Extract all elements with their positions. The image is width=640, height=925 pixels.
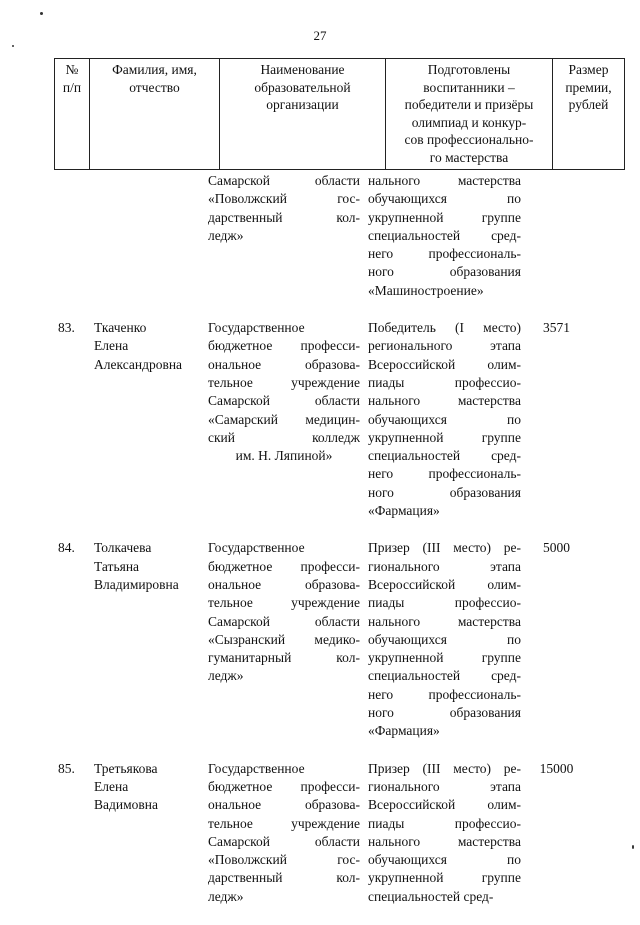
prep-line: Всероссийской олим- (368, 356, 521, 372)
org-cell (205, 539, 364, 740)
prep-line: Призер (III место) ре- (368, 760, 521, 776)
name-line: Елена (94, 338, 129, 354)
header-prize: Размер премии, рублей (553, 59, 625, 170)
prep-line: обучающихся по (368, 191, 521, 207)
header-prep: Подготовлены воспитанники – победители и призёры олимпиад и конкур- сов профессионально- го мастерства (386, 59, 553, 170)
org-line: ональное образова- (208, 576, 360, 592)
org-line: дарственный кол- (208, 209, 360, 225)
org-line: тельное учреждение (208, 374, 360, 390)
prep-line: «Фармация» (368, 723, 440, 739)
prep-line: специальностей сред- (368, 888, 494, 904)
prep-line: «Машиностроение» (368, 282, 484, 298)
table-row-continuation (54, 172, 589, 300)
prep-line: Всероссийской олим- (368, 576, 521, 592)
prep-line: ного образования (368, 484, 521, 500)
prep-line: специальностей сред- (368, 227, 521, 243)
org-cell (205, 172, 364, 300)
header-org: Наименование образовательной организации (220, 59, 386, 170)
prep-line: нального мастерства (368, 833, 521, 849)
prep-line: укрупненной группе (368, 429, 521, 445)
row-number: 84. (58, 540, 75, 556)
person-name (82, 319, 205, 520)
name-line: Елена (94, 778, 129, 794)
page-number: 27 (313, 28, 327, 43)
prep-line: гионального этапа (368, 558, 521, 574)
prep-cell (364, 172, 524, 300)
person-name (82, 760, 205, 906)
prep-cell (364, 539, 524, 740)
name-line: Ткаченко (94, 320, 147, 336)
org-line: Самарской области (208, 173, 360, 188)
name-line: Владимировна (94, 576, 179, 592)
org-line: ледж» (208, 888, 244, 904)
prep-line: обучающихся по (368, 852, 521, 868)
org-line: тельное учреждение (208, 815, 360, 831)
prep-line: него профессиональ- (368, 686, 521, 702)
prize-amount: 5000 (543, 540, 570, 556)
scan-speck (40, 12, 43, 15)
row-number: 83. (58, 320, 75, 336)
org-line: Самарской области (208, 833, 360, 849)
org-line: Самарской области (208, 393, 360, 409)
org-line: дарственный кол- (208, 870, 360, 886)
scan-speck (632, 845, 634, 849)
prize-amount: 3571 (543, 320, 570, 336)
org-line: бюджетное професси- (208, 338, 360, 354)
person-name (82, 539, 205, 740)
prep-line: регионального этапа (368, 338, 521, 354)
prep-line: нального мастерства (368, 173, 521, 188)
org-line: бюджетное професси- (208, 558, 360, 574)
prep-line: пиады профессио- (368, 815, 521, 831)
org-line: Государственное (208, 320, 305, 336)
org-line: ледж» (208, 227, 244, 243)
table-row (54, 539, 589, 740)
prep-line: обучающихся по (368, 411, 521, 427)
name-line: Третьякова (94, 760, 158, 776)
prep-line: пиады профессио- (368, 374, 521, 390)
prep-line: ного образования (368, 264, 521, 280)
table-row (54, 319, 589, 520)
name-line: Толкачева (94, 540, 152, 556)
prep-line: Победитель (I место) (368, 320, 521, 336)
prep-line: специальностей сред- (368, 448, 521, 464)
prep-line: гионального этапа (368, 778, 521, 794)
org-line: «Поволжский гос- (208, 191, 360, 207)
row-number: 85. (58, 760, 75, 776)
org-line: Государственное (208, 760, 305, 776)
header-name: Фамилия, имя, отчество (90, 59, 220, 170)
name-line: Татьяна (94, 558, 140, 574)
org-line: им. Н. Ляпиной» (235, 448, 333, 464)
prep-line: укрупненной группе (368, 650, 521, 666)
prep-line: Призер (III место) ре- (368, 540, 521, 556)
prize-amount: 15000 (539, 760, 574, 776)
prep-line: Всероссийской олим- (368, 797, 521, 813)
org-line: ональное образова- (208, 356, 360, 372)
table-body (54, 172, 589, 925)
table-header (54, 58, 625, 170)
org-line: Самарской области (208, 613, 360, 629)
prep-line: обучающихся по (368, 631, 521, 647)
org-line: «Сызранский медико- (208, 631, 360, 647)
prep-line: специальностей сред- (368, 668, 521, 684)
org-line: гуманитарный кол- (208, 650, 360, 666)
prep-line: него профессиональ- (368, 246, 521, 262)
org-cell (205, 760, 364, 906)
org-line: ский колледж (208, 429, 360, 445)
org-line: тельное учреждение (208, 595, 360, 611)
org-line: ональное образова- (208, 797, 360, 813)
header-num: № п/п (55, 59, 90, 170)
table-row (54, 760, 589, 906)
scan-speck (12, 45, 14, 47)
org-line: Государственное (208, 540, 305, 556)
prep-line: укрупненной группе (368, 870, 521, 886)
prep-line: «Фармация» (368, 503, 440, 519)
prep-line: нального мастерства (368, 393, 521, 409)
org-line: «Поволжский гос- (208, 852, 360, 868)
name-line: Вадимовна (94, 797, 158, 813)
prep-line: нального мастерства (368, 613, 521, 629)
name-line: Александровна (94, 356, 183, 372)
prep-line: ного образования (368, 705, 521, 721)
prep-cell (364, 760, 524, 906)
org-cell (205, 319, 364, 520)
prep-line: укрупненной группе (368, 209, 521, 225)
prep-cell (364, 319, 524, 520)
org-line: «Самарский медицин- (208, 411, 360, 427)
prep-line: него профессиональ- (368, 466, 521, 482)
org-line: бюджетное професси- (208, 778, 360, 794)
org-line: ледж» (208, 668, 244, 684)
prep-line: пиады профессио- (368, 595, 521, 611)
